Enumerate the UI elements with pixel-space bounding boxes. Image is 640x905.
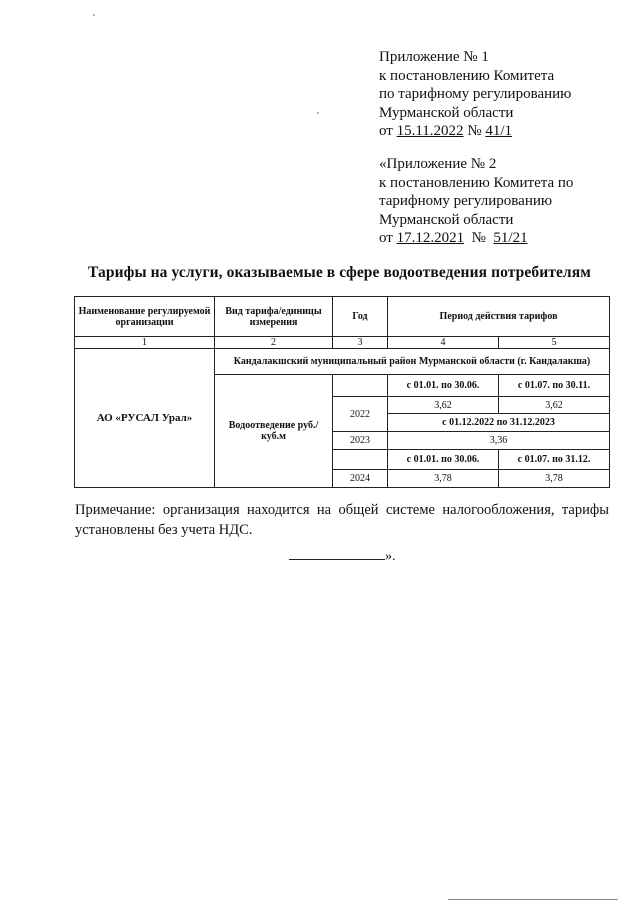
annex-1-line: по тарифному регулированию [379, 86, 572, 102]
date-prefix: от [379, 123, 397, 139]
value-cell: 3,62 [499, 397, 610, 414]
annex-1-date-line [379, 122, 571, 141]
annex-2-date: 17.12.2021 [396, 230, 465, 246]
period-cell: с 01.07. по 31.12. [499, 450, 610, 470]
region-row [75, 349, 610, 375]
closing-quote: ». [385, 549, 396, 564]
annex-1-number: 41/1 [485, 123, 513, 139]
column-number: 4 [388, 337, 499, 349]
column-number: 1 [75, 337, 215, 349]
organization-name: АО «РУСАЛ Урал» [75, 349, 215, 488]
year-cell-empty [333, 450, 388, 470]
document-title: Тарифы на услуги, оказываемые в сфере водоотведения потребителям [88, 264, 591, 281]
annex-1-line: Мурманской области [379, 104, 514, 121]
annex-1-title: Приложение № 1 [379, 49, 489, 65]
annex-2-line: к постановлению Комитета по [379, 174, 574, 191]
annex-1-block [379, 48, 571, 141]
signature-line [289, 547, 396, 565]
period-cell: с 01.01. по 30.06. [388, 375, 499, 397]
signature-underline [289, 547, 385, 560]
year-cell: 2024 [333, 470, 388, 488]
column-number-row [75, 337, 610, 349]
region-name: Кандалакшский муниципальный район Мурманской области (г. Кандалакша) [215, 349, 610, 375]
annex-1-line: к постановлению Комитета [379, 67, 555, 84]
header-org: Наименование регулируемой организации [75, 297, 215, 337]
value-cell: 3,36 [388, 432, 610, 450]
year-cell: 2022 [333, 397, 388, 432]
value-cell: 3,78 [388, 470, 499, 488]
annex-2-line: тарифному регулированию [379, 193, 553, 209]
value-cell: 3,78 [499, 470, 610, 488]
scan-speck [93, 14, 95, 16]
value-cell: 3,62 [388, 397, 499, 414]
date-prefix: от [379, 230, 397, 246]
year-cell: 2023 [333, 432, 388, 450]
note-text: Примечание: организация находится на общей системе налогообложения, тарифы установлены без учета НДС. [75, 502, 609, 538]
period-cell: с 01.12.2022 по 31.12.2023 [388, 414, 610, 432]
header-year: Год [333, 297, 388, 337]
column-number: 3 [333, 337, 388, 349]
header-tariff-type: Вид тарифа/единицы измерения [215, 297, 333, 337]
annex-2-block [379, 155, 573, 248]
tariff-type: Водоотведение руб./куб.м [215, 375, 333, 488]
number-prefix: № [464, 230, 494, 246]
period-cell: с 01.01. по 30.06. [388, 450, 499, 470]
column-number: 5 [499, 337, 610, 349]
header-period: Период действия тарифов [388, 297, 610, 337]
year-cell-empty [333, 375, 388, 397]
scan-speck [317, 112, 319, 114]
annex-2-date-line [379, 229, 573, 248]
number-prefix: № [463, 123, 486, 139]
annex-1-date: 15.11.2022 [396, 123, 464, 139]
column-number: 2 [215, 337, 333, 349]
annex-2-line: Мурманской области [379, 211, 514, 228]
table-header-row [75, 297, 610, 337]
period-cell: с 01.07. по 30.11. [499, 375, 610, 397]
annex-2-title: «Приложение № 2 [379, 156, 497, 172]
footer-rule [448, 899, 618, 900]
annex-2-number: 51/21 [493, 230, 528, 246]
tariff-table [74, 296, 610, 488]
